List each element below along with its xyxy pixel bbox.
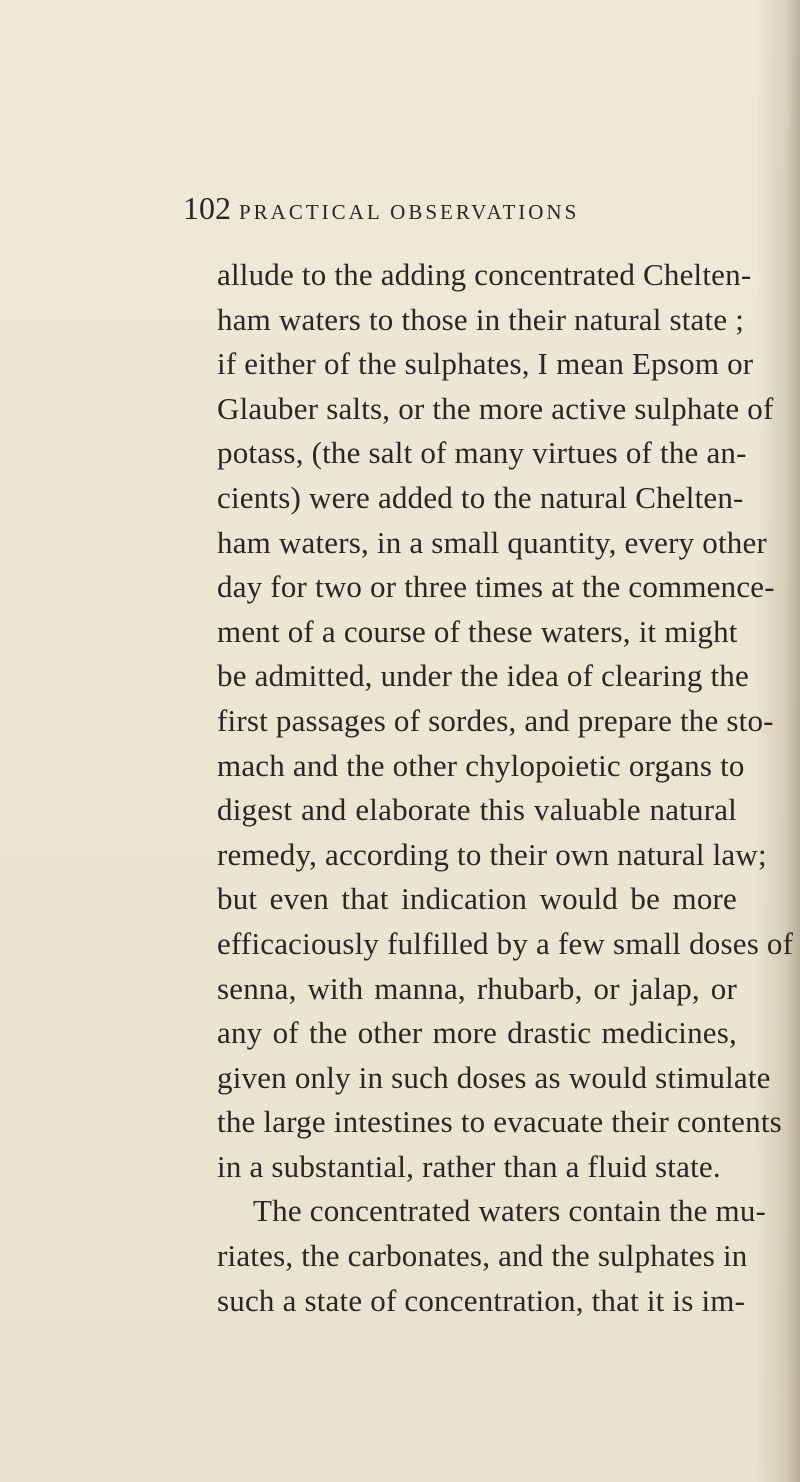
text-line: Glauber salts, or the more active sulphate of bbox=[217, 390, 774, 426]
paragraph-start-line: The concentrated waters contain the mu- bbox=[253, 1193, 767, 1229]
text-line: if either of the sulphates, I mean Epsom or bbox=[217, 346, 754, 382]
text-line: mach and the other chylopoietic organs to bbox=[217, 747, 745, 783]
text-line: first passages of sordes, and prepare the sto- bbox=[217, 702, 774, 738]
text-line: ham waters to those in their natural state ; bbox=[217, 301, 745, 337]
text-line: efficaciously fulfilled by a few small doses of bbox=[217, 925, 794, 961]
text-line: cients) were added to the natural Chelten- bbox=[217, 479, 744, 515]
text-line: be admitted, under the idea of clearing the bbox=[217, 658, 749, 694]
text-line: senna, with manna, rhubarb, or jalap, or bbox=[217, 970, 737, 1006]
text-line: any of the other more drastic medicines, bbox=[217, 1015, 737, 1051]
text-line: remedy, according to their own natural law; bbox=[217, 836, 767, 872]
text-line: given only in such doses as would stimulate bbox=[217, 1059, 771, 1095]
paragraph-end-line: in a substantial, rather than a fluid state. bbox=[217, 1148, 721, 1184]
text-line: allude to the adding concentrated Chelten- bbox=[217, 257, 752, 292]
body-text bbox=[217, 253, 794, 1323]
text-line: ment of a course of these waters, it might bbox=[217, 613, 738, 649]
running-title: PRACTICAL OBSERVATIONS bbox=[239, 200, 580, 224]
text-line: ham waters, in a small quantity, every other bbox=[217, 524, 767, 560]
text-line: but even that indication would be more bbox=[217, 881, 737, 917]
text-line: day for two or three times at the commence- bbox=[217, 569, 775, 605]
text-line: digest and elaborate this valuable natural bbox=[217, 792, 737, 828]
page-number: 102 bbox=[183, 190, 231, 226]
text-line: such a state of concentration, that it is im- bbox=[217, 1282, 746, 1318]
text-line: potass, (the salt of many virtues of the an- bbox=[217, 435, 747, 471]
text-line: the large intestines to evacuate their contents bbox=[217, 1104, 782, 1140]
text-line: riates, the carbonates, and the sulphates in bbox=[217, 1238, 748, 1274]
